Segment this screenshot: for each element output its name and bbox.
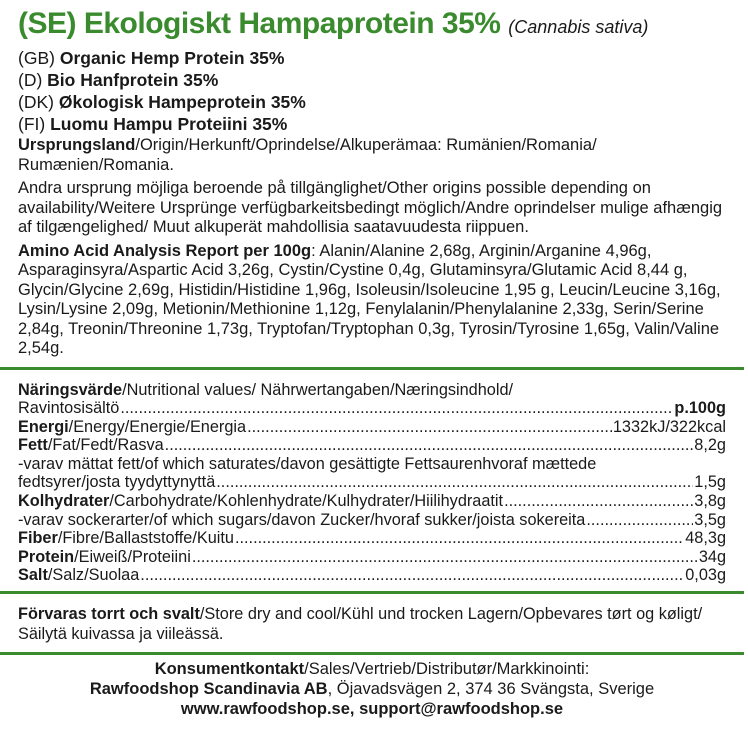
nutrition-row-salt (18, 566, 726, 585)
fiber-value: 48,3g (685, 529, 726, 548)
protein-value: 34g (698, 547, 726, 566)
salt-value: 0,03g (685, 566, 726, 585)
saturates-value: 1,5g (694, 473, 726, 492)
per-100g-value: p.100g (674, 399, 726, 418)
amino-acid-label: Amino Acid Analysis Report per 100g (18, 241, 312, 260)
energy-label: Energi (18, 417, 69, 436)
fiber-label: Fiber (18, 529, 58, 548)
contact-block (18, 659, 726, 719)
saturates-line2: fedtsyrer/josta tyydyttynyttä (18, 473, 216, 492)
nutrition-header-text: /Nutritional values/ Nährwertangaben/Næringsindhold/ (122, 380, 514, 399)
nutrition-row-per100g (18, 399, 726, 418)
nutrition-row-carbohydrate (18, 492, 726, 511)
carbohydrate-value: 3,8g (694, 492, 726, 511)
language-line-d (18, 69, 726, 91)
nutrition-header-line2: Ravintosisältö (18, 399, 120, 418)
fat-label: Fett (18, 436, 48, 455)
amino-acid-text: : Alanin/Alanine 2,68g, Arginin/Arganine 4,96g, Asparaginsyra/Aspartic Acid 3,26g, Cystin/Cystine 0,4g, Glutaminsyra/Glutamic Acid 8,44 g, Glycin/Glycine 2,69g, Histidin/Histidine 1,96g, Isoleusin/Isoleucine 1,95 g, Leucin/Leucine 3,16g, Lysin/Lysine 2,09g, Metionin/Methionine 1,12g, Fenylalanin/Phenylalanine 2,33g, Serin/Serine 2,84g, Treonin/Threonine 1,73g, Tryptofan/Tryptophan 0,3g, Tyrosin/Tyrosine 1,65g, Valin/Valine 2,54g. (18, 241, 721, 357)
nutrition-row-saturates (18, 473, 726, 492)
sugars-text: -varav sockerarter/of which sugars/davon Zucker/hvoraf sukker/joista sokereita (18, 510, 586, 529)
product-title (18, 6, 726, 45)
nutrition-table (18, 381, 726, 586)
protein-label: Protein (18, 547, 75, 566)
fat-value: 8,2g (694, 436, 726, 455)
contact-line-1 (18, 659, 726, 679)
nutrition-row-energy (18, 418, 726, 437)
language-name: Økologisk Hampeprotein 35% (58, 92, 306, 112)
nutrition-row-sugars (18, 511, 726, 530)
energy-value: 1332kJ/322kcal (612, 417, 726, 436)
sugars-value: 3,5g (694, 510, 726, 529)
nutrition-row-fiber (18, 529, 726, 548)
salt-text: /Salz/Suolaa (47, 566, 140, 585)
language-line-dk (18, 91, 726, 113)
saturates-line1: -varav mättat fett/of which saturates/davon gesättigte Fettsaurenhvoraf mættede (18, 454, 597, 473)
product-label (18, 6, 726, 719)
salt-label: Salt (18, 566, 48, 585)
language-code: (D) (18, 70, 43, 90)
nutrition-header (18, 381, 726, 400)
amino-acid-paragraph (18, 242, 726, 359)
origin-text: /Origin/Herkunft/Oprindelse/Alkuperämaa: Rumänien/Romania/ Rumænien/Romania. (18, 136, 597, 174)
storage-text: /Store dry and cool/Kühl und trocken Lagern/Opbevares tørt og køligt/ Säilytä kuivassa ja viileässä. (18, 605, 703, 644)
carbohydrate-label: Kolhydrater (18, 492, 110, 511)
company-name: Rawfoodshop Scandinavia AB (89, 680, 328, 699)
storage-paragraph (18, 604, 726, 644)
language-name: Luomu Hampu Proteiini 35% (50, 114, 288, 134)
title-main: (SE) Ekologiskt Hampaprotein 35% (18, 7, 501, 40)
energy-text: /Energy/Energie/Energia (68, 417, 247, 436)
web-and-email: www.rawfoodshop.se, support@rawfoodshop.se (180, 700, 564, 719)
language-code: (DK) (18, 92, 54, 112)
origin-note-paragraph: Andra ursprung möjliga beroende på tillgänglighet/Other origins possible depending on availability/Weitere Ursprünge verfügbarkeitsbedingt möglich/Andre oprindelser mulige afhængig af tilgængelighed/ Muut alkuperät mahdollisia saatavuudesta riippuen. (18, 179, 723, 236)
nutrition-row-protein (18, 548, 726, 567)
carbohydrate-text: /Carbohydrate/Kohlenhydrate/Kulhydrater/Hiilihydraatit (109, 492, 504, 511)
protein-text: /Eiweiß/Proteiini (74, 547, 191, 566)
contact-line-2 (18, 679, 726, 699)
language-code: (GB) (18, 48, 55, 68)
fat-text: /Fat/Fedt/Rasva (47, 436, 164, 455)
language-line-gb (18, 47, 726, 69)
company-address: , Öjavadsvägen 2, 374 36 Svängsta, Sverige (327, 680, 655, 699)
origin-paragraph (18, 136, 726, 175)
nutrition-header-label: Näringsvärde (18, 380, 123, 399)
language-line-fi (18, 113, 726, 135)
language-list (18, 47, 726, 135)
title-scientific-name: (Cannabis sativa) (508, 17, 649, 37)
language-code: (FI) (18, 114, 46, 134)
fiber-text: /Fibre/Ballaststoffe/Kuitu (57, 529, 234, 548)
language-name: Organic Hemp Protein 35% (59, 48, 285, 68)
nutrition-row-fat (18, 436, 726, 455)
contact-label: Konsumentkontakt (154, 660, 305, 679)
storage-label: Förvaras torrt och svalt (18, 605, 200, 624)
origin-label: Ursprungsland (18, 136, 136, 154)
contact-line-3 (18, 699, 726, 719)
contact-label-text: /Sales/Vertrieb/Distributør/Markkinointi: (304, 660, 590, 679)
language-name: Bio Hanfprotein 35% (47, 70, 219, 90)
